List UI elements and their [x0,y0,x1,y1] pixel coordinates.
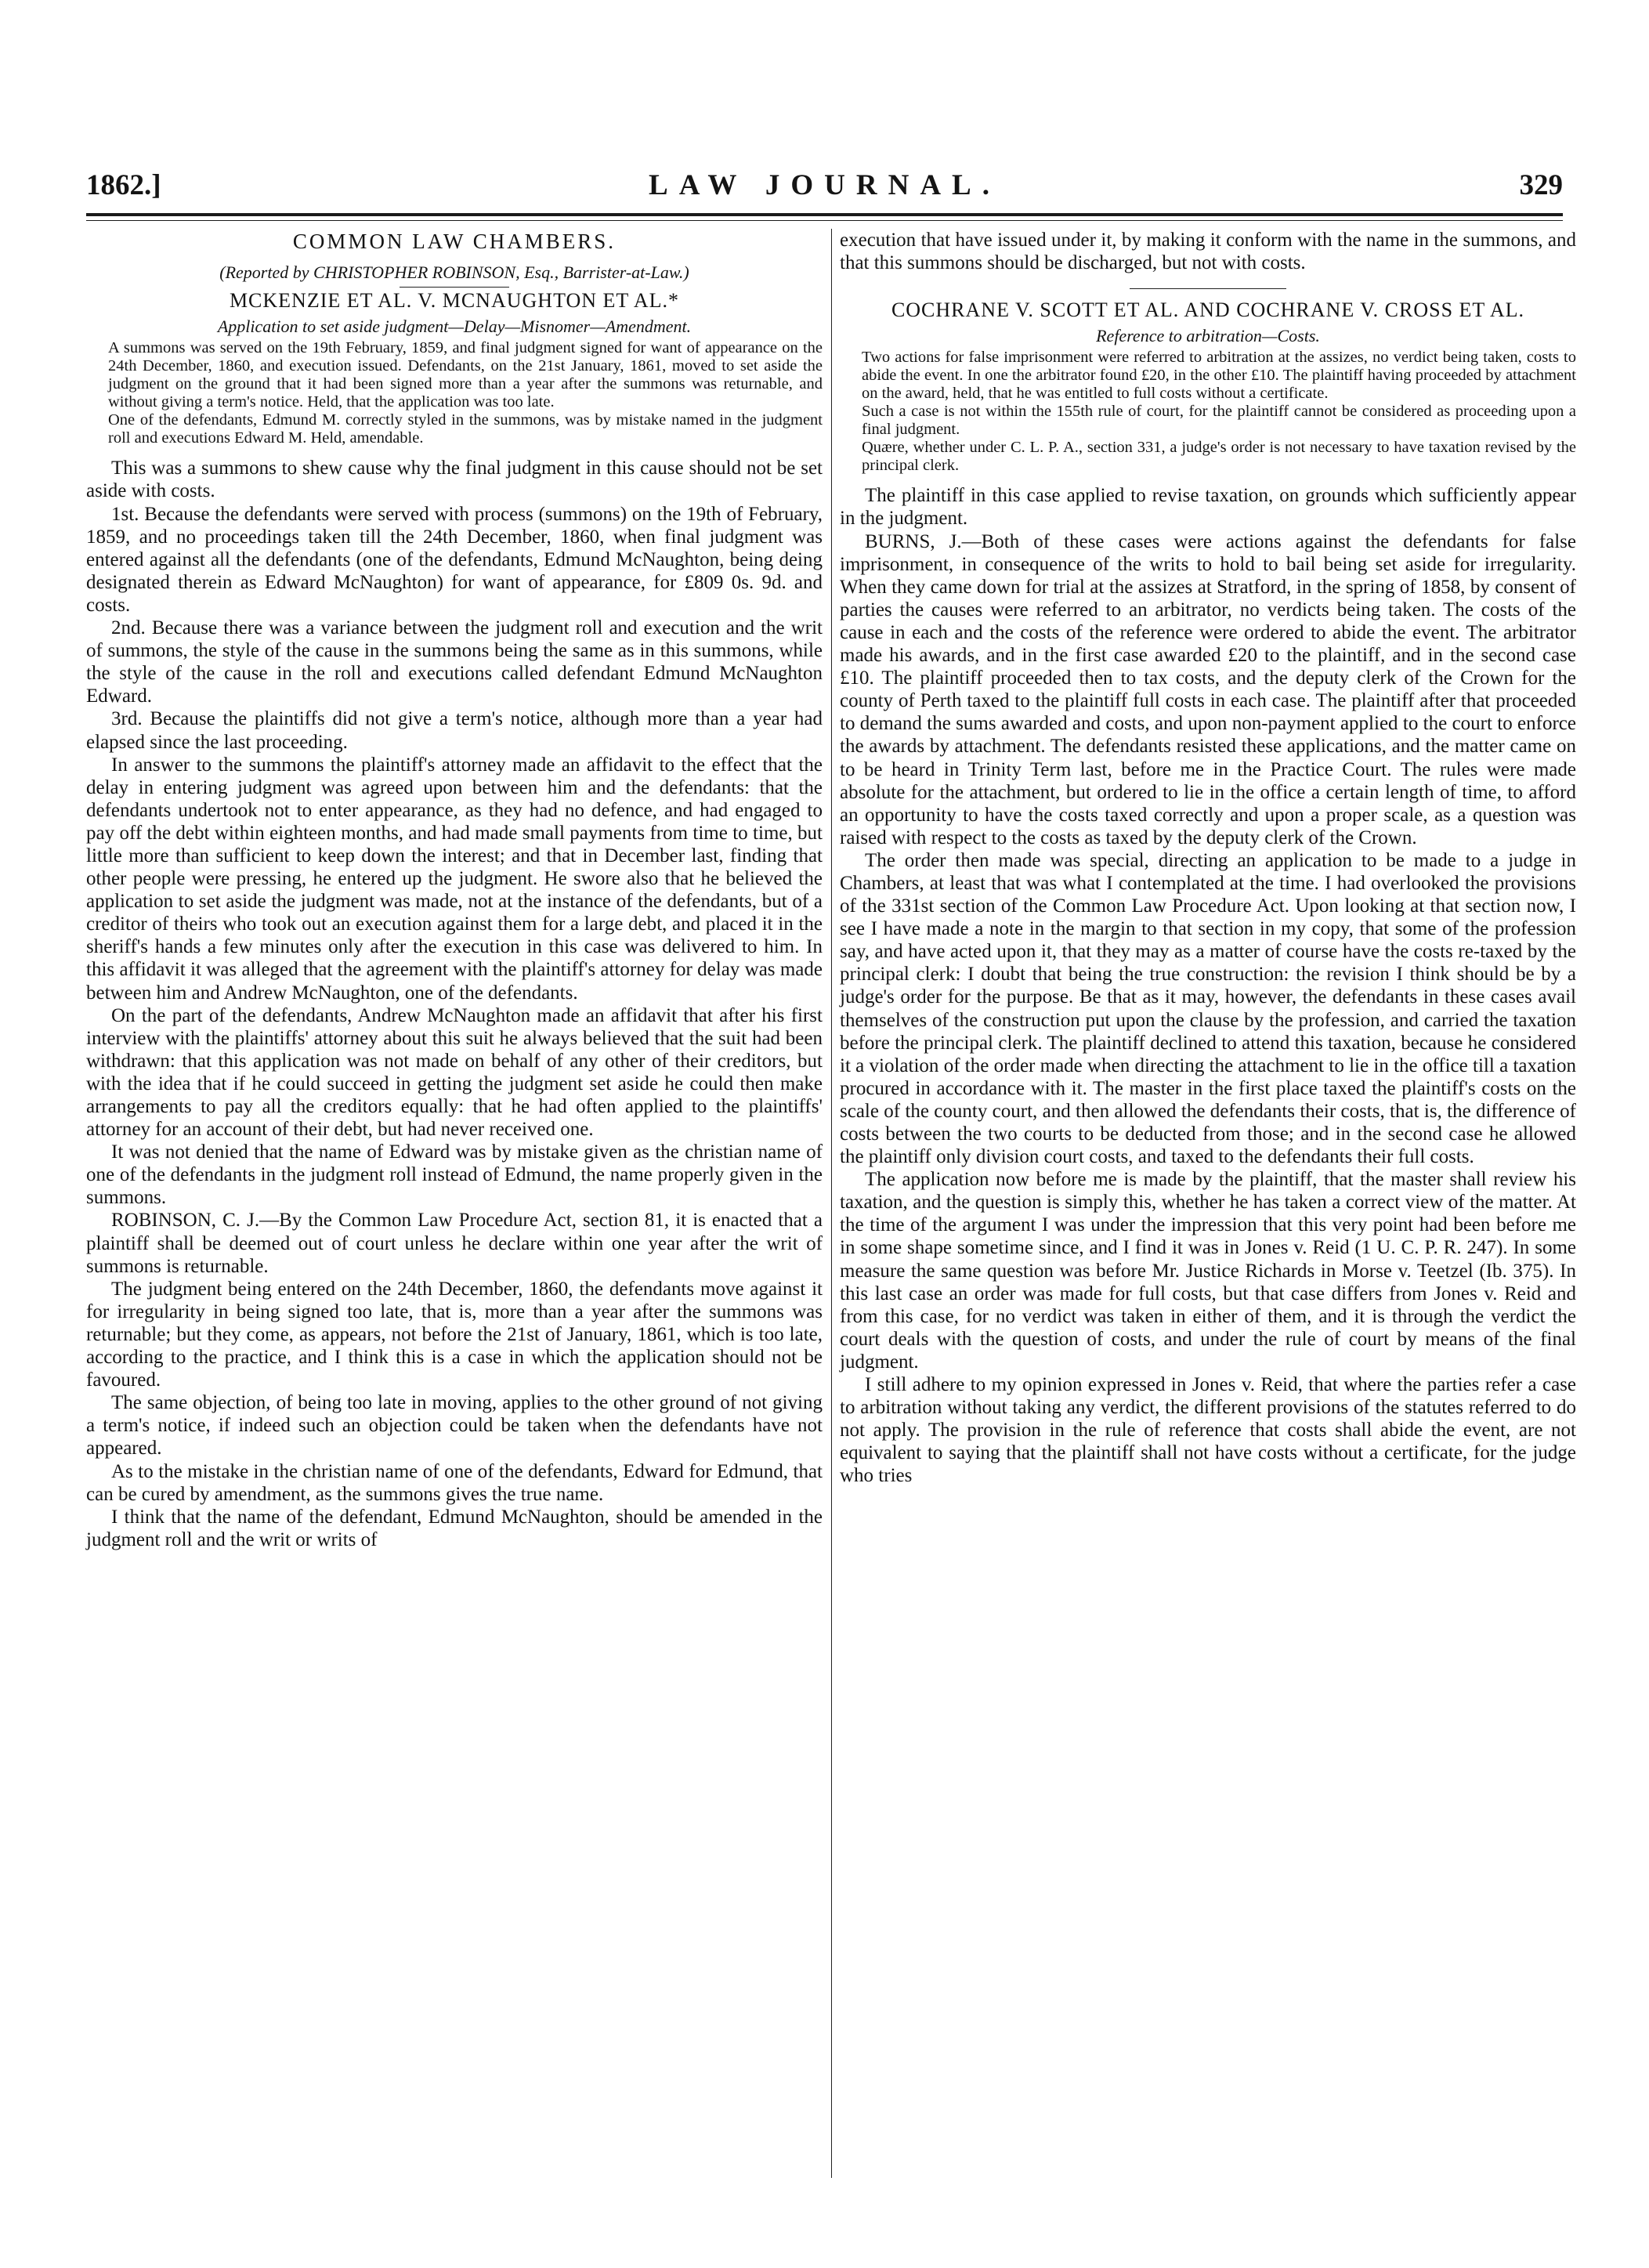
headnote: One of the defendants, Edmund M. correctly styled in the summons, was by mistake named in the judgment roll and executions Edward M. Held, amendable. [108,411,823,447]
headnote: Two actions for false imprisonment were referred to arbitration at the assizes, no verdict being taken, costs to abide the event. In one the arbitrator found £20, in the other £10. The plaintiff having proceeded by attachment on the award, held, that he was entitled to full costs without a certificate. [862,349,1576,403]
paragraph: The plaintiff in this case applied to revise taxation, on grounds which sufficiently appear in the judgment. [840,485,1576,530]
case-title: COCHRANE V. SCOTT ET AL. AND COCHRANE V. CROSS ET AL. [891,298,1525,322]
continuation-paragraph: execution that have issued under it, by making it conform with the name in the summons, and that this summons should be discharged, but not with costs. [840,230,1576,274]
headnote: Quære, whether under C. L. P. A., section 331, a judge's order is not necessary to have taxation revised by the principal clerk. [862,439,1576,475]
case-subtitle: Application to set aside judgment—Delay—Misnomer—Amendment. [217,317,692,337]
paragraph: The judgment being entered on the 24th December, 1860, the defendants move against it for irregularity in being signed too late, that is, more than a year after the summons was returnable; but they come, as appears, not before the 21st of January, 1861, which is too late, according to the practice, and I think this is a case in which the application should not be favoured. [86,1278,823,1391]
paragraph: It was not denied that the name of Edward was by mistake given as the christian name of one of the defendants in the judgment roll instead of Edmund, the name properly given in the summons. [86,1141,823,1209]
right-column [840,229,1576,1488]
text-columns [86,229,1576,2178]
paragraph: ROBINSON, C. J.—By the Common Law Procedure Act, section 81, it is enacted that a plaintiff shall be deemed out of court unless he declare within one year after the writ of summons is returnable. [86,1210,823,1277]
section-title: COMMON LAW CHAMBERS. [292,230,617,253]
paragraph: I still adhere to my opinion expressed in Jones v. Reid, that where the parties refer a case to arbitration without taking any verdict, the different provisions of the statutes referred to do not apply. The provision in the rule of reference that costs shall abide the event, are not equivalent to saying that the plaintiff shall not have costs without a certificate, for the judge who tries [840,1374,1576,1487]
short-rule [400,287,509,288]
paragraph: The same objection, of being too late in moving, applies to the other ground of not giving a term's notice, if indeed such an objection could be taken when the defendants have not appeared. [86,1392,823,1460]
paragraph: I think that the name of the defendant, Edmund McNaughton, should be amended in the judgment roll and the writ or writs of [86,1506,823,1550]
header-rule-thick [86,213,1563,216]
paragraph: The order then made was special, directing an application to be made to a judge in Chambers, at least that was what I contemplated at the time. I had overlooked the provisions of the 331st section of the Common Law Procedure Act. Upon looking at that section now, I see I have made a note in the margin to that section in my copy, that some of the profession say, and have acted upon it, that they may as a matter of course have the costs re-taxed by the principal clerk: I doubt that being the true construction: the revision I think should be by a judge's order for the purpose. Be that as it may, however, the defendants in these cases avail themselves of the construction put upon the clause by the profession, and carried the taxation before the principal clerk. The plaintiff declined to attend this taxation, because he considered it a violation of the order made when directing the attachment to lie in the office till a taxation procured in accordance with it. The master in the first place taxed the plaintiff's costs on the scale of the county court, and then allowed the defendants their costs, that is, the difference of costs between the two courts to be deducted from those; and in the second case he allowed the plaintiff only division court costs, and taxed to the defendants their full costs. [840,849,1576,1168]
paragraph: 2nd. Because there was a variance between the judgment roll and execution and the writ of summons, the style of the cause in the summons being the same as in this summons, while the style of the cause in the roll and executions called defendant Edmund McNaughton Edward. [86,617,823,707]
header-year: 1862.] [86,169,161,201]
paragraph: As to the mistake in the christian name of one of the defendants, Edward for Edmund, that can be cured by amendment, as the summons gives the true name. [86,1460,823,1505]
paragraph: BURNS, J.—Both of these cases were actions against the defendants for false imprisonment, in consequence of the writs to hold to bail being set aside for irregularity. When they came down for trial at the assizes at Stratford, in the spring of 1858, by consent of parties the causes were referred to an arbitrator, no verdicts being taken. The costs of the cause in each and the costs of the reference were ordered to abide the event. The arbitrator made his awards, and in the first case awarded £20 to the plaintiff, and in the second case £10. The plaintiff proceeded then to tax costs, and the deputy clerk of the Crown for the county of Perth taxed to the plaintiff full costs in each case. The plaintiff after that proceeded to demand the sums awarded and costs, and upon non-payment applied to the court to enforce the awards by attachment. The defendants resisted these applications, and the matter came on to be heard in Trinity Term last, before me in the Practice Court. The rules were made absolute for the attachment, but ordered to lie in the office a certain length of time, to afford an opportunity to have the costs taxed correctly and upon a proper scale, as a question was raised with respect to the costs as taxed by the deputy clerk of the Crown. [840,530,1576,848]
paragraph: This was a summons to shew cause why the final judgment in this cause should not be set aside with costs. [86,458,823,502]
paragraph: On the part of the defendants, Andrew McNaughton made an affidavit that after his first interview with the plaintiffs' attorney about this suit he always believed that the suit had been withdrawn: that this application was not made on behalf of any other of their creditors, but with the idea that if he could succeed in getting the judgment set aside he could then make arrangements to pay all the creditors equally: that he had often applied to the plaintiffs' attorney for an account of their debt, but had never received one. [86,1004,823,1141]
paragraph: 1st. Because the defendants were served with process (summons) on the 19th of February, 1859, and no proceedings taken till the 24th December, 1860, when final judgment was entered against all the defendants (one of the defendants, Edmund McNaughton, being deing designated therein as Edward McNaughton) for want of appearance, for £809 0s. 9d. and costs. [86,503,823,616]
header-rule-thin [86,220,1563,221]
page-number: 329 [1519,169,1563,201]
column-divider [831,229,832,2178]
headnote: A summons was served on the 19th February, 1859, and final judgment signed for want of appearance on the 24th December, 1860, and execution issued. Defendants, on the 21st January, 1861, moved to set aside the judgment on the ground that it had been signed more than a year after the summons was returnable, and without giving a term's notice. Held, that the application was too late. [108,339,823,411]
left-column [86,229,823,1551]
running-head [86,168,1563,208]
paragraph: 3rd. Because the plaintiffs did not give a term's notice, although more than a year had elapsed since the last proceeding. [86,708,823,753]
case-title: MCKENZIE ET AL. V. MCNAUGHTON ET AL.* [229,289,680,313]
paragraph: The application now before me is made by the plaintiff, that the master shall review his taxation, and the question is simply this, whether he has taken a correct view of the matter. At the time of the argument I was under the impression that this very point had been before me in some shape sometime since, and I find it was in Jones v. Reid (1 U. C. P. R. 247). In some measure the same question was before Mr. Justice Richards in Morse v. Teetzel (Ib. 375). In this last case an order was made for full costs, but that case differs from Jones v. Reid and from this case, for no verdict was taken in either of them, and it is through the verdict the court deals with the question of costs, and under the rule of court by means of the final judgment. [840,1169,1576,1373]
case-subtitle: Reference to arbitration—Costs. [1096,326,1320,346]
journal-title: LAW JOURNAL. [649,169,1000,201]
reporter-line: (Reported by CHRISTOPHER ROBINSON, Esq., Barrister-at-Law.) [219,262,689,283]
headnote: Such a case is not within the 155th rule of court, for the plaintiff cannot be considered as proceeding upon a final judgment. [862,403,1576,439]
case-separator-rule [1130,288,1286,289]
paragraph: In answer to the summons the plaintiff's attorney made an affidavit to the effect that the delay in entering judgment was agreed upon between him and the defendants: that the defendants undertook not to enter appearance, as they had no defence, and had engaged to pay off the debt within eighteen months, and had made small payments from time to time, but little more than sufficient to keep down the interest; and that in December last, finding that other people were pressing, he entered up the judgment. He swore also that he believed the application to set aside the judgment was made, not at the instance of the defendants, but of a creditor of theirs who took out an execution against them for a large debt, and placed it in the sheriff's hands a few minutes only after the execution in this case was delivered to him. In this affidavit it was alleged that the agreement with the plaintiff's attorney for delay was made between him and Andrew McNaughton, one of the defendants. [86,754,823,1004]
